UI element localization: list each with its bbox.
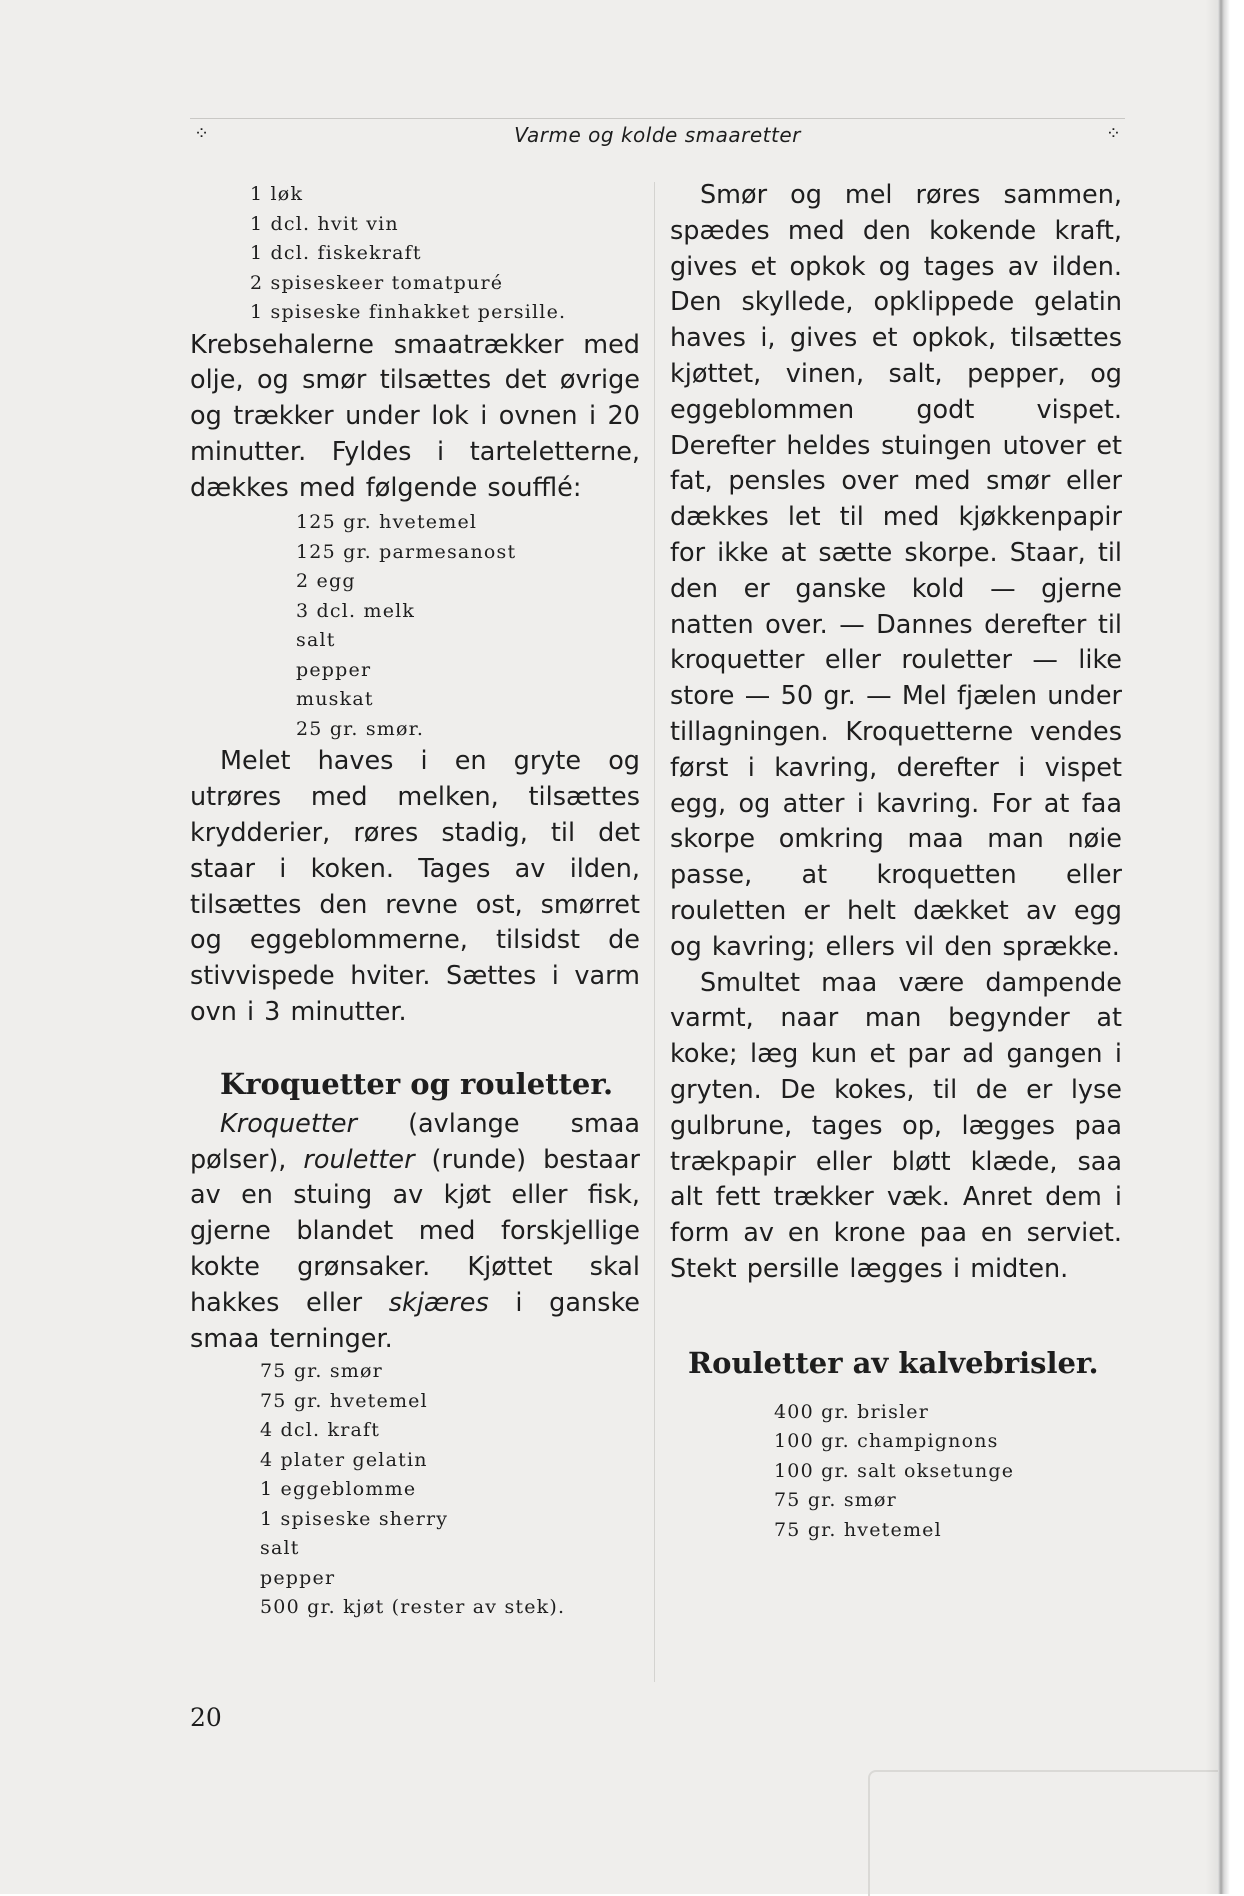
ingredient-item: 100 gr. champignons (774, 1430, 999, 1453)
ingredient-item: salt (260, 1537, 300, 1560)
ingredient-list-1 (190, 180, 640, 328)
ingredient-item: 4 plater gelatin (260, 1448, 428, 1471)
book-spine-edge (1218, 0, 1244, 1894)
paragraph-soufle-instructions: Krebsehalerne smaatrækker med olje, og smør tilsættes det øvrige og trækker under lok i ovnen i 20 minutter. Fyldes i tarteletterne, dækkes med følgende soufflé: (190, 329, 640, 503)
text-run: (avlange smaa pølser), (190, 1108, 640, 1175)
ingredient-item: 1 spiseske finhakket persille. (250, 301, 567, 323)
ingredient-item: 100 gr. salt oksetunge (774, 1459, 1015, 1482)
running-header-title: Varme og kolde smaaretter (514, 123, 801, 147)
section-heading-rouletter-kalvebrisler: Rouletter av kalvebrisler. (688, 1345, 1099, 1380)
ingredient-item: 2 egg (296, 570, 356, 593)
left-column (190, 178, 640, 1623)
paragraph-kroquetter-intro (190, 1107, 640, 1358)
ingredient-item: 75 gr. hvetemel (260, 1389, 428, 1412)
ingredient-item: 75 gr. hvetemel (774, 1518, 942, 1541)
ingredient-item: 1 dcl. hvit vin (250, 212, 399, 235)
italic-term: rouletter (303, 1144, 415, 1175)
right-column (670, 178, 1122, 1545)
paragraph-smultet: Smultet maa være dampende varmt, naar man begynder at koke; læg kun et par ad gangen i gryten. De kokes, til de er lyse gulbrune, tages op, lægges paa trækpapir eller bløtt klæde, saa alt fett trækker væk. Anret dem i form av en krone paa en serviet. Stekt persille lægges i midten. (670, 967, 1122, 1284)
page-number: 20 (190, 1703, 222, 1732)
italic-term: Kroquetter (220, 1108, 358, 1139)
ingredient-list-3 (190, 1357, 640, 1623)
text-run: (runde) bestaar av en stuing av kjøt eller fisk, gjerne blandet med forskjellige kokte grønsaker. Kjøttet skal hakkes eller (190, 1144, 641, 1318)
ornament-right-icon: ⁘ (1105, 123, 1121, 144)
ingredient-item: 2 spiseskeer tomatpuré (250, 271, 504, 294)
ingredient-item: 1 eggeblomme (260, 1478, 417, 1501)
ingredient-item: 75 gr. smør (260, 1360, 383, 1383)
ingredient-item: 4 dcl. kraft (260, 1419, 381, 1442)
column-divider (654, 182, 655, 1682)
ingredient-item: pepper (260, 1566, 336, 1589)
page-edge-shadow (1205, 0, 1218, 1894)
paragraph-melet-instructions: Melet haves i en gryte og utrøres med melken, tilsættes krydderier, røres stadig, til det staar i koken. Tages av ilden, tilsættes den revne ost, smørret og eggeblommerne, tilsidst de stivvispede hviter. Sættes i varm ovn i 3 minutter. (190, 746, 640, 1028)
page-corner-mark (868, 1770, 1220, 1896)
ornament-left-icon: ⁘ (194, 123, 210, 144)
ingredient-item: 3 dcl. melk (296, 599, 416, 622)
ingredient-item: 1 dcl. fiskekraft (250, 242, 422, 264)
section-heading-kroquetter: Kroquetter og rouletter. (220, 1066, 614, 1101)
running-header (190, 118, 1125, 155)
ingredient-item: muskat (296, 688, 374, 711)
paragraph-smor-og-mel: Smør og mel røres sammen, spædes med den kokende kraft, gives et opkok og tages av ilden. Den skyllede, opklippede gelatin haves i, gives et opkok, tilsættes kjøttet, vinen, salt, pepper, og eggeblommen godt vispet. Derefter heldes stuingen utover et fat, pensles over med smør eller dækkes let til med kjøkkenpapir for ikke at sætte skorpe. Staar, til den er ganske kold — gjerne natten over. — Dannes derefter til kroquetter eller rouletter — like store — 50 gr. — Mel fjælen under tillagningen. Kroquetterne vendes først i kavring, derefter i vispet egg, og atter i kavring. For at faa skorpe omkring maa man nøie passe, at kroquetten eller rouletten er helt dækket av egg og kavring; ellers vil den sprække. (670, 180, 1122, 962)
ingredient-item: 125 gr. hvetemel (296, 511, 478, 534)
ingredient-item: 500 gr. kjøt (rester av stek). (260, 1596, 566, 1619)
ingredient-item: 1 løk (250, 183, 304, 205)
text-run: i ganske smaa terninger. (190, 1287, 640, 1354)
ingredient-item: 400 gr. brisler (774, 1400, 930, 1423)
ingredient-item: 25 gr. smør. (296, 717, 425, 740)
italic-term: skjæres (388, 1287, 489, 1318)
ingredient-item: 1 spiseske sherry (260, 1507, 449, 1530)
ingredient-item: pepper (296, 658, 372, 681)
ingredient-item: salt (296, 629, 336, 652)
ingredient-item: 75 gr. smør (774, 1489, 897, 1512)
ingredient-item: 125 gr. parmesanost (296, 540, 517, 563)
ingredient-list-2 (190, 508, 640, 744)
ingredient-list-4 (670, 1398, 1122, 1546)
